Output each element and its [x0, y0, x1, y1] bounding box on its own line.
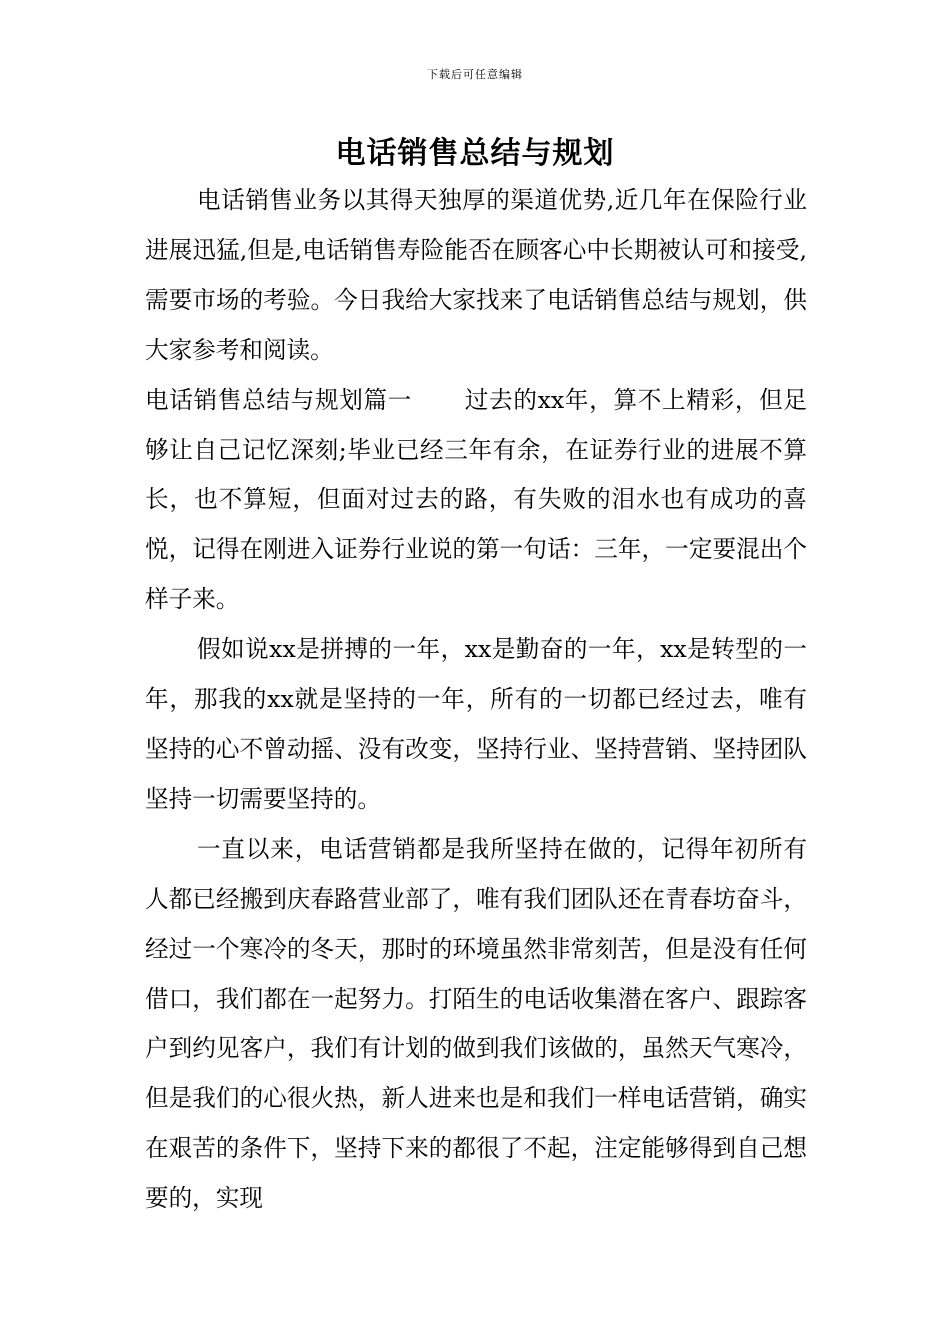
page-header-note: 下载后可任意编辑: [427, 68, 523, 81]
section-lead-text: 过去的xx年，算不上精彩，但足够让自己记忆深刻;毕业已经三年有余，在证券行业的进展不算长，也不算短，但面对过去的路，有失败的泪水也有成功的喜悦，记得在刚进入证券行业说的第一句话：三年，一定要混出个样子来。: [145, 385, 807, 614]
section-heading: 电话销售总结与规划篇一: [145, 385, 413, 414]
document-title: 电话销售总结与规划: [335, 136, 615, 171]
body-paragraph: 一直以来，电话营销都是我所坚持在做的，记得年初所有人都已经搬到庆春路营业部了，唯有我们团队还在青春坊奋斗，经过一个寒冷的冬天，那时的环境虽然非常刻苦，但是没有任何借口，我们都在一起努力。打陌生的电话收集潜在客户、跟踪客户到约见客户，我们有计划的做到我们该做的，虽然天气寒冷，但是我们的心很火热，新人进来也是和我们一样电话营销，确实在艰苦的条件下，坚持下来的都很了不起，注定能够得到自己想要的，实现: [145, 834, 807, 1213]
document-body: [145, 176, 807, 1224]
intro-paragraph: 电话销售业务以其得天独厚的渠道优势,近几年在保险行业进展迅猛,但是,电话销售寿险能否在顾客心中长期被认可和接受,需要市场的考验。今日我给大家找来了电话销售总结与规划，供大家参考和阅读。: [145, 186, 807, 364]
body-paragraph: 假如说xx是拼搏的一年，xx是勤奋的一年，xx是转型的一年，那我的xx就是坚持的一年，所有的一切都已经过去，唯有坚持的心不曾动摇、没有改变，坚持行业、坚持营销、坚持团队坚持一切需要坚持的。: [145, 635, 807, 813]
section-paragraph: [145, 376, 807, 626]
